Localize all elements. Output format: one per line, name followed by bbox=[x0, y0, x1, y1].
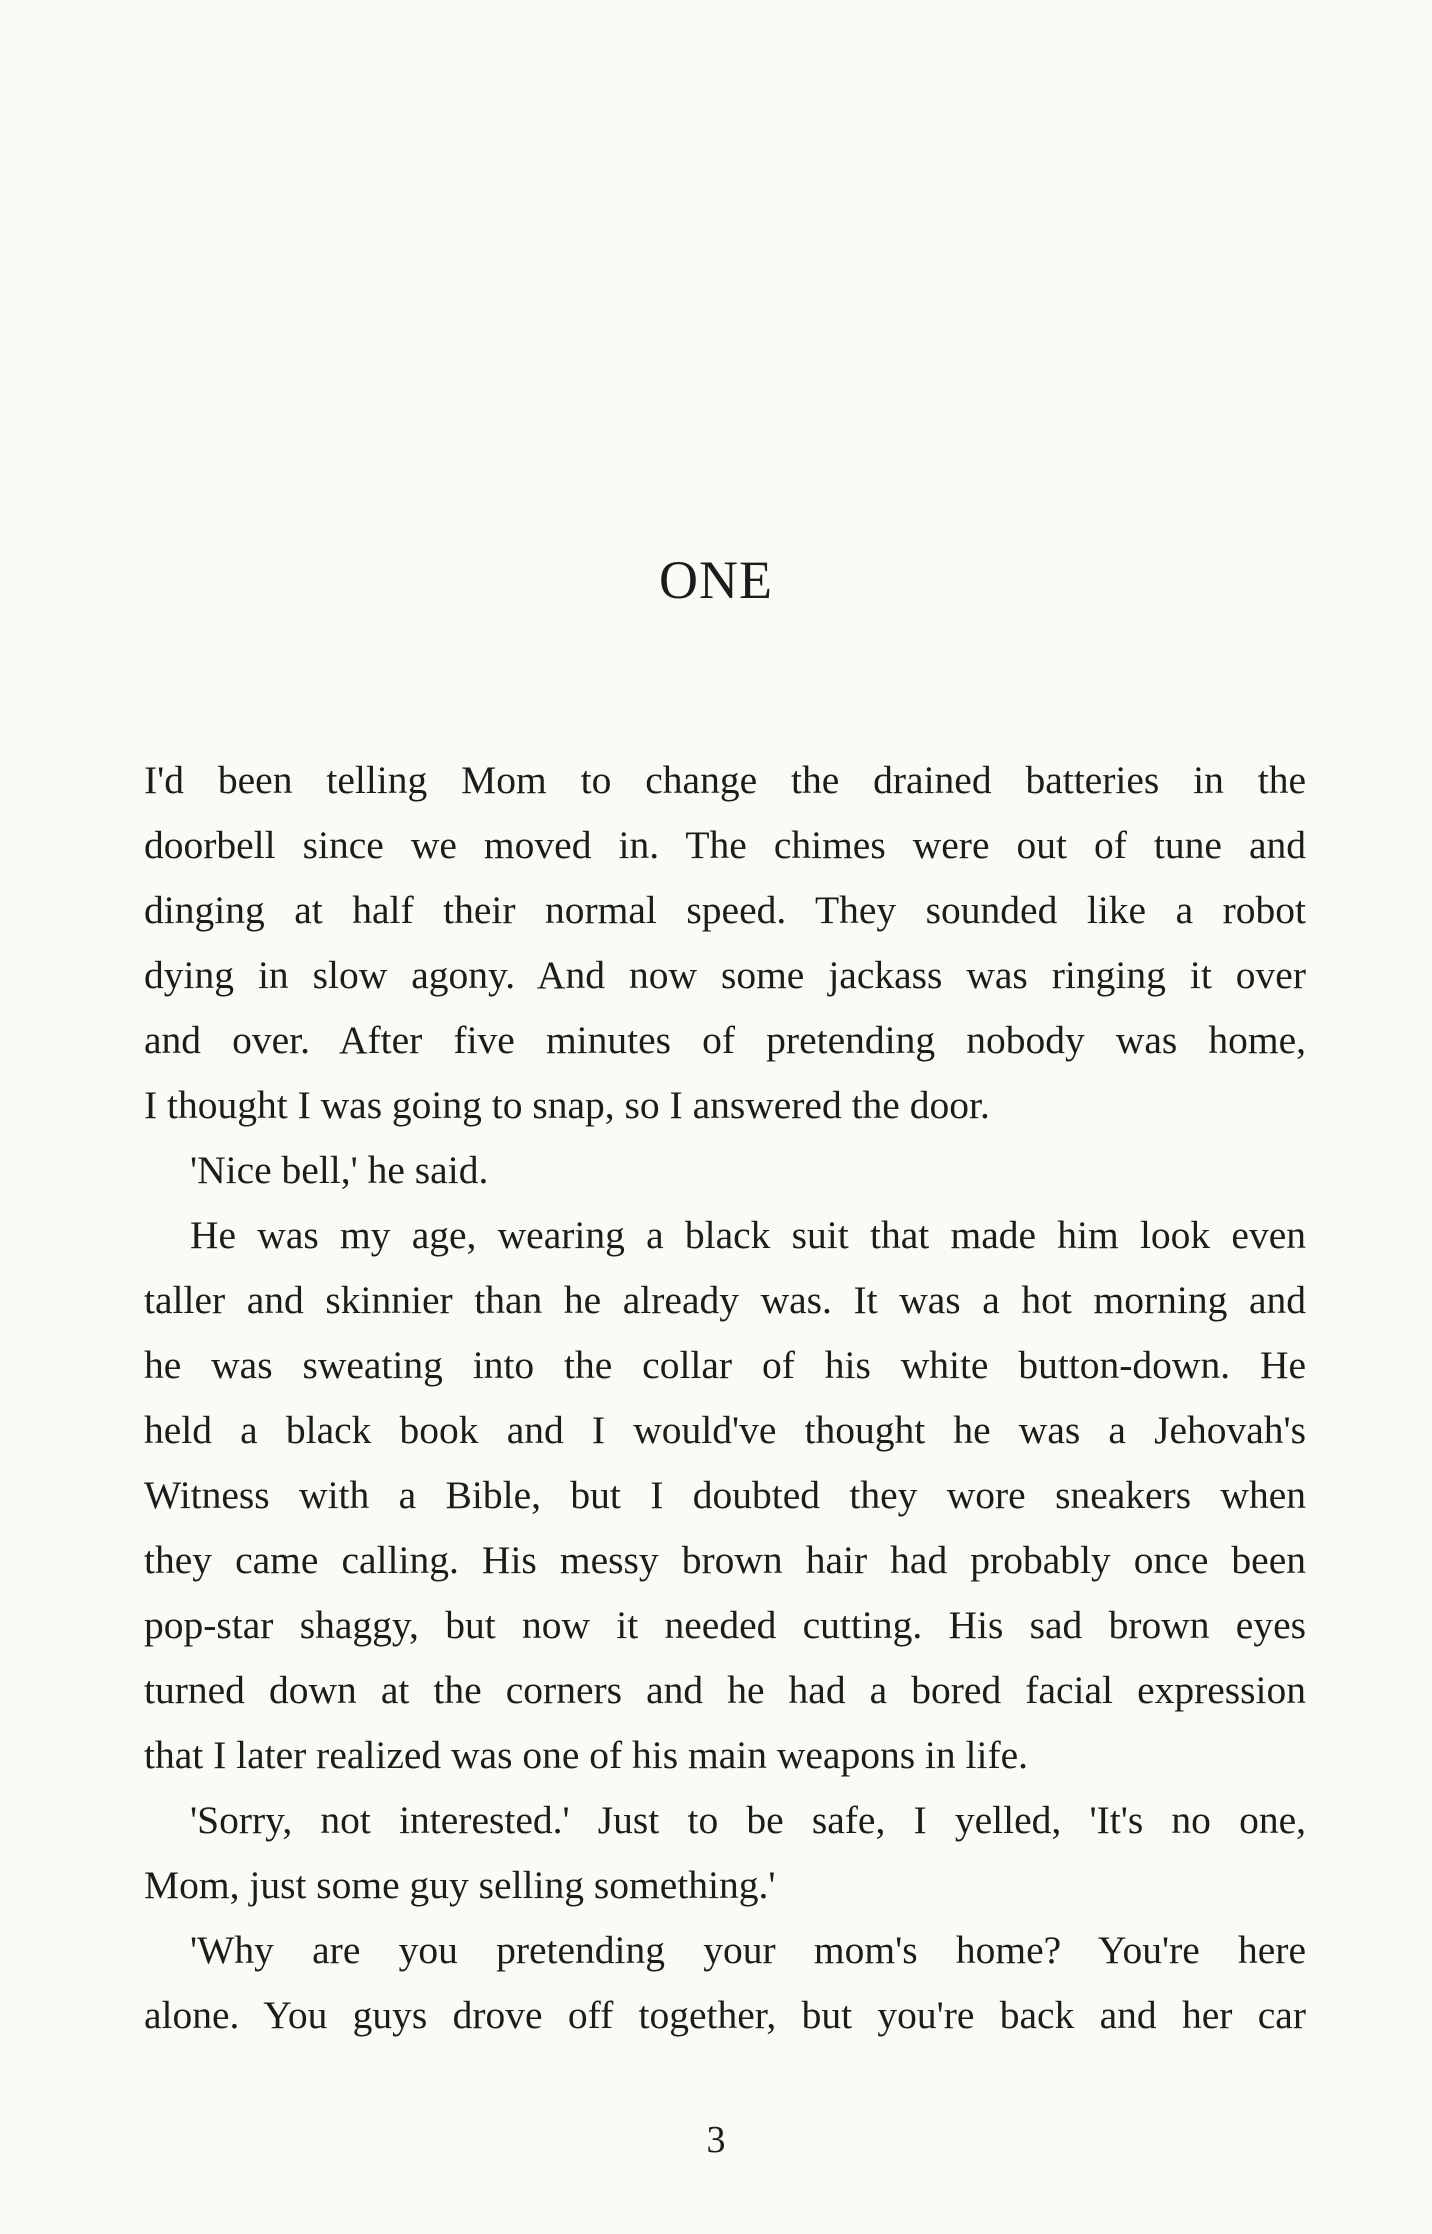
text-line: taller and skinnier than he already was. It was a hot morning and bbox=[144, 1278, 1306, 1322]
text-line: 'Sorry, not interested.' Just to be safe, I yelled, 'It's no one, bbox=[190, 1798, 1306, 1842]
text-line: they came calling. His messy brown hair had probably once been bbox=[144, 1538, 1306, 1582]
text-line: that I later realized was one of his main weapons in life. bbox=[144, 1733, 1029, 1777]
text-line: Mom, just some guy selling something.' bbox=[144, 1863, 776, 1907]
text-line: I'd been telling Mom to change the drained batteries in the bbox=[144, 758, 1306, 802]
text-line: I thought I was going to snap, so I answered the door. bbox=[144, 1083, 990, 1127]
text-line: pop-star shaggy, but now it needed cutting. His sad brown eyes bbox=[144, 1603, 1306, 1647]
body-text bbox=[144, 748, 1306, 2048]
text-line: 'Why are you pretending your mom's home? You're here bbox=[190, 1928, 1306, 1972]
text-line: doorbell since we moved in. The chimes were out of tune and bbox=[144, 823, 1306, 867]
text-line: turned down at the corners and he had a bored facial expression bbox=[144, 1668, 1306, 1712]
text-line: dying in slow agony. And now some jackass was ringing it over bbox=[144, 953, 1306, 997]
text-line: alone. You guys drove off together, but you're back and her car bbox=[144, 1993, 1306, 2037]
text-line: Witness with a Bible, but I doubted they wore sneakers when bbox=[144, 1473, 1306, 1517]
page-number: 3 bbox=[706, 2119, 726, 2161]
text-line: held a black book and I would've thought he was a Jehovah's bbox=[144, 1408, 1306, 1452]
text-line: 'Nice bell,' he said. bbox=[190, 1148, 489, 1192]
chapter-title: ONE bbox=[659, 550, 773, 610]
text-line: dinging at half their normal speed. They sounded like a robot bbox=[144, 888, 1306, 932]
text-line: he was sweating into the collar of his white button-down. He bbox=[144, 1343, 1306, 1387]
text-line: He was my age, wearing a black suit that made him look even bbox=[190, 1213, 1306, 1257]
text-line: and over. After five minutes of pretending nobody was home, bbox=[144, 1018, 1306, 1062]
